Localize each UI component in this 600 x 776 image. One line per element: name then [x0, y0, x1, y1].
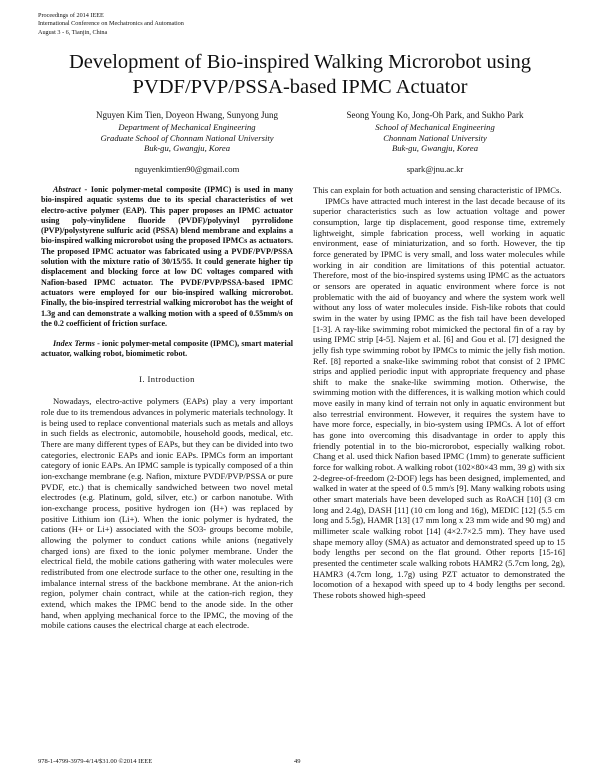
author-dept: School of Mechanical Engineering [375, 122, 495, 132]
index-terms-label: Index Terms [53, 339, 95, 349]
conference-header [38, 12, 184, 37]
author-school: Chonnam National University [383, 132, 487, 143]
author-email: spark@jnu.ac.kr [406, 163, 464, 174]
index-terms [41, 339, 293, 360]
conference-line: August 3 - 6, Tianjin, China [38, 28, 108, 36]
conference-line: Proceedings of 2014 IEEE [38, 12, 104, 19]
author-city: Buk-gu, Gwangju, Korea [391, 143, 479, 153]
conference-line: International Conference on Mechatronics and Automation [38, 20, 184, 28]
abstract [41, 185, 293, 329]
abstract-label: Abstract [53, 185, 81, 194]
author-block-right [312, 109, 558, 175]
abstract-text: - Ionic polymer-metal composite (IPMC) is used in many bio-inspired aquatic systems due to its special characteristics of wet electro-active polymer (EAP). This paper proposes an IPMC actuator using poly-vinylidene fluoride (PVDF)/polyvinyl pyrrolidone (PVP)/polystyrene sulfuric acid (PSSA) blend membrane and explains a bio-inspired walking microrobot using the proposed IPMCs as actuators. The proposed IPMC actuator was fabricated using a PVDF/PVP/PSSA solution with the mixture ratio of 30/15/55. It could generate higher tip displacement and blocking force at low DC voltages compared with Nafion-based IPMC actuator. The PVDF/PVP/PSSA-based IPMC actuators were employed for our bio-inspired walking microrobot. Finally, the bio-inspired terrestrial walking microrobot has the weight of 1.3g and can demonstrate a walking motion with a speed of 0.55mm/s on the 0.2 coefficient of friction surface. [41, 185, 293, 328]
paper-title [0, 50, 600, 100]
copyright-footer: 978-1-4799-3979-4/14/$31.00 ©2014 IEEE [38, 758, 153, 765]
body-paragraph: Nowadays, electro-active polymers (EAPs) play a very important role due to its tremendous advances in polymeric materials technology. It is being used to replace conventional materials such as metals and alloys in such fields as electronic, automobile, household goods, medical, etc. There are many different types of EAPs, but they can be divided into two categories, electronic EAPs and ionic EAPs. IPMCs form an important category of ionic EAPs. An IPMC sample is typically composed of a thin ion-exchange membrane (e.g. Nafion, mixture PVDF/PVP/PSSA or pure PVDF, etc.) that is chemically sandwiched between two novel metal electrodes (e.g. Platinum, gold, silver, etc.) or carbon nanotube. With ion-exchange process, positive hydrogen ion (H+) was replaced by positive Lithium ion (Li+). When the ionic polymer is hydrated, the cations (H+ or Li+) associated with the SO3- groups become mobile, allowing the polymer to conduct cations while anions (negatively charged ions) are fixed to the ionic polymer membrane. Under the electrical field, the mobile cations gathering with water molecules were redistributed from one electrode surface to the other one, resulting in the imbalance internal stress of the backbone membrane. At the anion-rich region, polymer chain contract, while at the cation-rich region, they extend, which makes the IPMC bend to the anode side. In the other hand, when applying mechanical force to the IPMC, the moving of the mobile cations causes the electrical charge at each electrode. [41, 396, 293, 631]
author-email: nguyenkimtien90@gmail.com [134, 163, 240, 174]
author-school: Graduate School of Chonnam National University [100, 132, 274, 143]
body-paragraph: This can explain for both actuation and sensing characteristic of IPMCs. [313, 185, 562, 195]
title-line-2: PVDF/PVP/PSSA-based IPMC Actuator [132, 76, 468, 98]
body-paragraph: IPMCs have attracted much interest in the last decade because of its superior characteristics such as low actuation voltage and power consumption, large tip displacement, good response time, extremely lightweight, simple fabrication process, well working in aquatic environment, ease of miniaturization, and so forth. However, the tip force generated by IPMC is very small, and loss water molecules while working in air condition are limitations of this potential actuator. Therefore, most of the bio-inspired systems using IPMC as the actuators or sensors are operated in aquatic environment where force is not problematic with the aid of buoyancy and where the system work well without any loss of water molecules inside. Fish-like robots that could swim in the water by using IPMC as the fish tail have been developed [1-3]. A ray-like swimming robot mimicked the pectoral fin of a ray by using IPMC strip [4-5]. Najem et al. [6] and Gou et al. [7] designed the jelly fish type swimming robot by IPMCs to mimic the jelly fish motion. Ref. [8] reported a snake-like swimming robot that consist of 2 IPMC strips and applied periodic input with appropriate frequency and phase shift to make the snake-like swimming motion. Otherwise, the swimming motion with the differences, it is walking motion which could move easily in many kind of terrain not only in aquatic environment but also terrestrial environment. However, it requires the system have to have more force, especially, in bio-system using IPMCs. A lot of effort has gone into overcoming this disadvantage in order to apply this friendly potential in to the bio-microrobot, especially walking robot. Chang et al. used thick Nafion based IPMC (1mm) to generate sufficient force for walking robot. A walking robot (102×80×43 mm, 39 g) with six 2-degree-of-freedom (2-DOF) legs has been designed, implemented, and walked in water at the speed of 0.5 mm/s [9]. Many walking robots using other smart materials have been developed such as RoACH [10] (3 cm long and 2.4g), DASH [11] (10 cm long and 16g), MEDIC [12] (5.5 cm long and 5.5g), HAMR [13] (17 mm long x 23 mm wide and 90 mg) and millimeter scale walking robot [14] (4×2.7×2.5 mm). They have used shape memory alloy (SMA) as actuator and demonstrated speed up to 15 body lengths per second on the flat ground. Other reports [15-16] presented the centimeter scale walking robots HAMR2 (5.7cm long, 2g), HAMR3 (4.7cm long, 1.7g) using PZT actuator to demonstrated the locomotion of a hexapod with speed up to 4 body lengths per second. These robots showed high-speed [313, 195, 565, 600]
author-city: Buk-gu, Gwangju, Korea [143, 143, 231, 153]
right-column [313, 185, 565, 601]
author-names: Seong Young Ko, Jong-Oh Park, and Sukho Park [346, 110, 524, 120]
page-number: 49 [294, 758, 301, 765]
author-dept: Department of Mechanical Engineering [118, 122, 256, 132]
title-line-1: Development of Bio-inspired Walking Microrobot using [68, 51, 531, 73]
left-column [41, 185, 293, 631]
section-heading: I. Introduction [139, 373, 195, 384]
author-block-left [58, 109, 316, 175]
index-terms-text: - ionic polymer-metal composite (IPMC), smart material actuator, walking robot, biomimetic robot. [41, 339, 293, 359]
author-names: Nguyen Kim Tien, Doyeon Hwang, Sunyong Jung [95, 110, 278, 120]
